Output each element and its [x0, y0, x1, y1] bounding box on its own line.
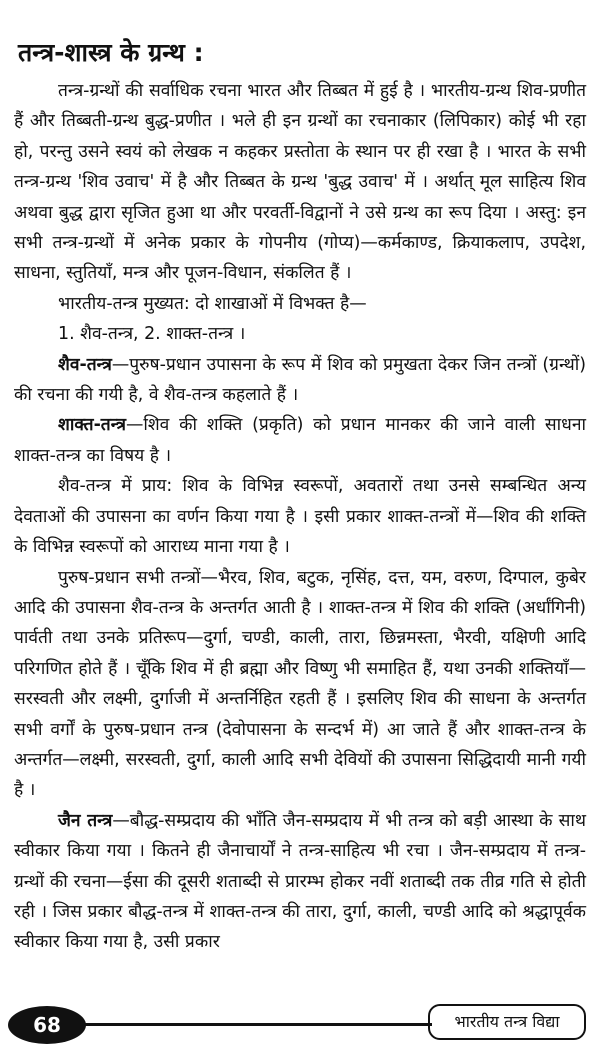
paragraph-6: [14, 471, 586, 562]
page-footer: [0, 1002, 600, 1057]
paragraph-lead: शाक्त-तन्त्र: [58, 415, 126, 436]
paragraph-lead: शैव-तन्त्र: [58, 354, 112, 375]
paragraph-text: पुरुष-प्रधान सभी तन्त्रों—भैरव, शिव, बटुक, नृसिंह, दत्त, यम, वरुण, दिग्पाल, कुबेर आदि की उपासना शैव-तन्त्र के अन्तर्गत आती है । शाक्त-तन्त्र में शिव की शक्ति (अर्धांगिनी) पार्वती तथा उनके प्रतिरूप—दुर्गा, चण्डी, काली, तारा, छिन्नमस्ता, भैरवी, यक्षिणी आदि परिगणित होते हैं । चूँकि शिव में ही ब्रह्मा और विष्णु भी समाहित हैं, यथा उनकी शक्तियाँ—सरस्वती और लक्ष्मी, दुर्गाजी में अन्तर्निहित रहती हैं । इसलिए शिव की साधना के अन्तर्गत सभी वर्गों के पुरुष-प्रधान तन्त्र (देवोपासना के सन्दर्भ में) आ जाते हैं और शाक्त-तन्त्र के अन्तर्गत—लक्ष्मी, सरस्वती, दुर्गा, काली आदि सभी देवियों की उपासना सिद्धिदायी मानी गयी है ।: [14, 567, 586, 801]
paragraph-lead: जैन तन्त्र: [58, 810, 113, 831]
paragraph-text: भारतीय-तन्त्र मुख्यत: दो शाखाओं में विभक्त है—: [58, 293, 367, 314]
paragraph-shakta-tantra: [14, 410, 586, 471]
paragraph-text: शैव-तन्त्र में प्राय: शिव के विभिन्न स्वरूपों, अवतारों तथा उनसे सम्बन्धित अन्य देवताओं की उपासना का वर्णन किया गया है । इसी प्रकार शाक्त-तन्त्रों में—शिव की शक्ति के विभिन्न स्वरूपों को आराध्य माना गया है ।: [14, 476, 586, 558]
paragraph-text: —पुरुष-प्रधान उपासना के रूप में शिव को प्रमुखता देकर जिन तन्त्रों (ग्रन्थों) की रचना की गयी है, वे शैव-तन्त्र कहलाते हैं ।: [14, 354, 586, 406]
paragraph-3: [14, 319, 586, 349]
paragraph-text: तन्त्र-ग्रन्थों की सर्वाधिक रचना भारत और तिब्बत में हुई है । भारतीय-ग्रन्थ शिव-प्रणीत हैं और तिब्बती-ग्रन्थ बुद्ध-प्रणीत । भले ही इन ग्रन्थों का रचनाकार (लिपिकार) कोई भी रहा हो, परन्तु उसने स्वयं को लेखक न कहकर प्रस्तोता के स्थान पर ही रखा है । भारत के सभी तन्त्र-ग्रन्थ 'शिव उवाच' में है और तिब्बत के ग्रन्थ 'बुद्ध उवाच' में । अर्थात् मूल साहित्य शिव अथवा बुद्ध द्वारा सृजित हुआ था और परवर्ती-विद्वानों ने उसे ग्रन्थ का रूप दिया । अस्तु: इन सभी तन्त्र-ग्रन्थों में अनेक प्रकार के गोपनीय (गोप्य)—कर्मकाण्ड, क्रियाकलाप, उपदेश, साधना, स्तुतियाँ, मन्त्र और पूजन-विधान, संकलित हैं ।: [14, 81, 586, 284]
paragraph-text: —शिव की शक्ति (प्रकृति) को प्रधान मानकर की जाने वाली साधना शाक्त-तन्त्र का विषय है ।: [14, 415, 586, 466]
section-heading: तन्त्र-शास्त्र के ग्रन्थ :: [18, 38, 204, 67]
paragraph-text: —बौद्ध-सम्प्रदाय की भाँति जैन-सम्प्रदाय में भी तन्त्र को बड़ी आस्था के साथ स्वीकार किया गया । कितने ही जैनाचार्यों ने तन्त्र-साहित्य भी रचा । जैन-सम्प्रदाय में तन्त्र-ग्रन्थों की रचना—ईसा की दूसरी शताब्दी से प्रारम्भ होकर नवीं शताब्दी तक तीव्र गति से होती रही । जिस प्रकार बौद्ध-तन्त्र में शाक्त-तन्त्र की तारा, दुर्गा, काली, चण्डी आदि को श्रद्धापूर्वक स्वीकार किया गया है, उसी प्रकार: [14, 810, 586, 953]
paragraph-text: 1. शैव-तन्त्र, 2. शाक्त-तन्त्र ।: [58, 324, 246, 345]
page-number-badge: 68: [8, 1006, 86, 1044]
body-text: [14, 76, 586, 958]
paragraph-2: [14, 289, 586, 319]
paragraph-7: [14, 563, 586, 806]
paragraph-1: [14, 76, 586, 289]
paragraph-shaiva-tantra: [14, 350, 586, 411]
paragraph-jain-tantra: [14, 806, 586, 958]
running-book-title: भारतीय तन्त्र विद्या: [428, 1004, 586, 1040]
footer-divider: [80, 1023, 432, 1026]
